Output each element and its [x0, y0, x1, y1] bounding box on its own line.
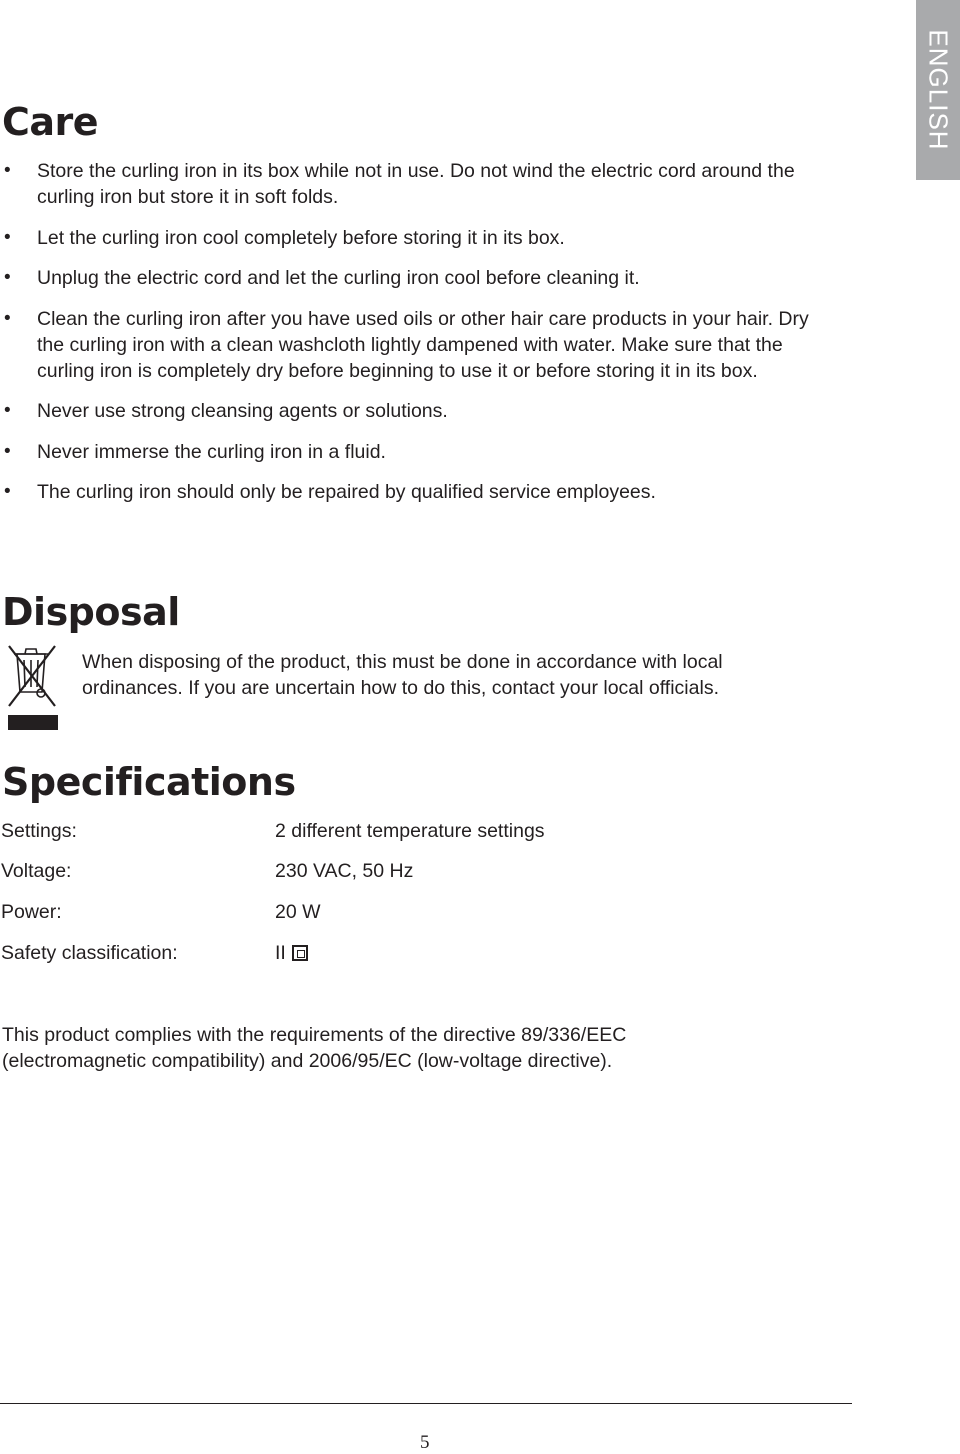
- specifications-heading: Specifications: [2, 760, 296, 804]
- list-item: • Never immerse the curling iron in a fluid.: [4, 440, 386, 463]
- language-tab-label: ENGLISH: [923, 29, 954, 151]
- footer-divider: [0, 1403, 852, 1404]
- compliance-statement: This product complies with the requirements of the directive 89/336/EEC (electromagnetic compatibility) and 2006/95/EC (low-voltage directive).: [2, 1024, 627, 1072]
- language-tab: [916, 0, 960, 180]
- bullet-icon: •: [4, 226, 11, 248]
- spec-row-voltage: [0, 860, 700, 890]
- disposal-heading: Disposal: [2, 590, 180, 634]
- bullet-icon: •: [4, 267, 11, 288]
- page-number: 5: [420, 1432, 430, 1453]
- spec-label: Voltage:: [1, 860, 72, 882]
- list-item: • The curling iron should only be repaired by qualified service employees.: [4, 481, 656, 503]
- spec-value: 20 W: [275, 901, 321, 923]
- spec-value-group: [275, 942, 308, 965]
- spec-value: 230 VAC, 50 Hz: [275, 860, 414, 882]
- bullet-icon: •: [4, 307, 11, 329]
- spec-row-settings: [0, 820, 700, 850]
- bullet-icon: •: [4, 481, 11, 502]
- bullet-icon: •: [4, 440, 11, 462]
- bullet-icon: •: [4, 160, 11, 181]
- care-list: [0, 158, 820, 520]
- weee-crossed-bin-icon: [5, 640, 59, 732]
- spec-label: Power:: [1, 901, 62, 923]
- spec-value: 2 different temperature settings: [275, 820, 545, 842]
- double-insulation-icon: [292, 945, 308, 961]
- list-item: • Clean the curling iron after you have used oils or other hair care products in your hair. Dry the curling iron with a clean washcloth lightly dampened with water. Make sure that the curling iron is completely dry before beginning to use it or before storing it in its box.: [4, 307, 809, 382]
- spec-row-power: [0, 901, 700, 931]
- spec-label: Safety classification:: [1, 942, 178, 964]
- spec-label: Settings:: [1, 820, 77, 842]
- disposal-text: When disposing of the product, this must be done in accordance with local ordinances. If you are uncertain how to do this, contact your local officials.: [82, 651, 723, 699]
- bullet-icon: •: [4, 400, 11, 421]
- care-heading: Care: [2, 100, 99, 144]
- list-item: • Never use strong cleansing agents or solutions.: [4, 400, 448, 422]
- list-item: • Let the curling iron cool completely before storing it in its box.: [4, 226, 565, 249]
- spec-row-safety-classification: [0, 942, 700, 972]
- list-item: • Store the curling iron in its box while not in use. Do not wind the electric cord around the curling iron but store it in soft folds.: [4, 160, 795, 208]
- spec-value: II: [275, 942, 286, 964]
- list-item: • Unplug the electric cord and let the curling iron cool before cleaning it.: [4, 267, 640, 289]
